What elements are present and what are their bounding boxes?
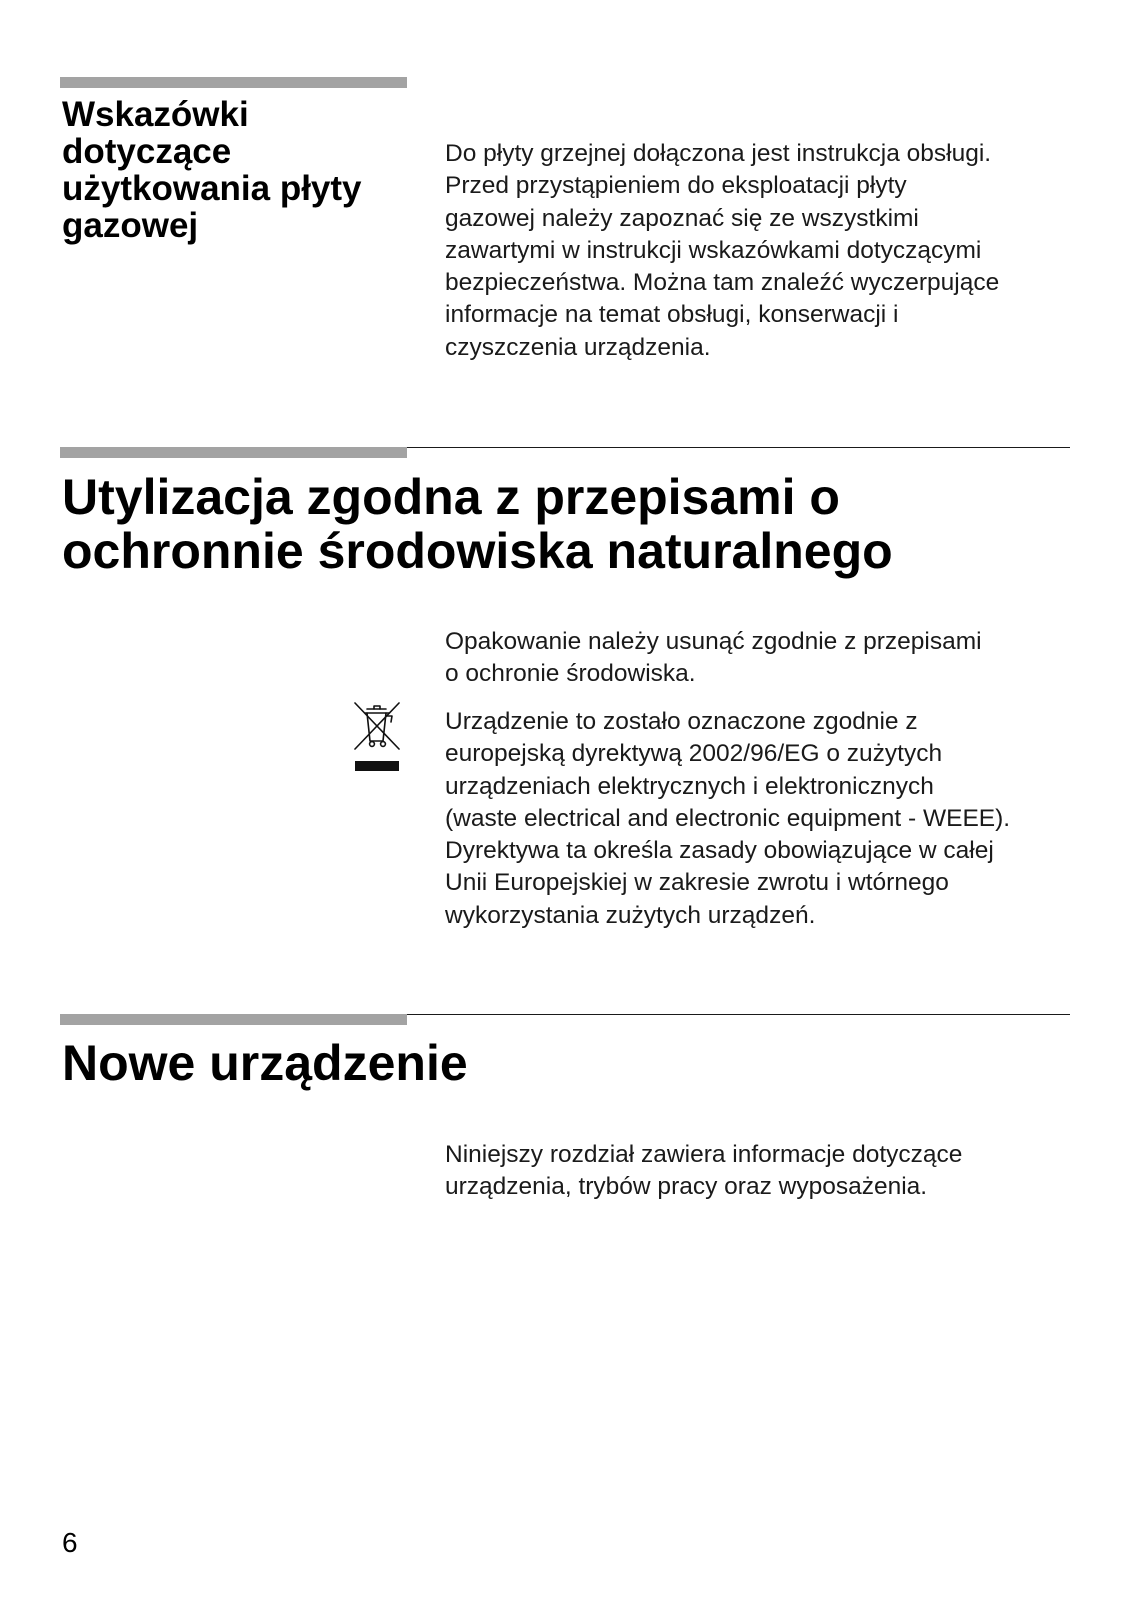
page-number: 6 [62, 1527, 78, 1558]
crossed-out-wheelie-bin-icon [352, 700, 402, 774]
new-appliance-section-body: Niniejszy rozdział zawiera informacje dotyczące urządzenia, trybów pracy oraz wyposażenia. [445, 1141, 963, 1201]
section-divider-bar [60, 447, 407, 458]
section-divider-rule [407, 1014, 1070, 1015]
new-appliance-section-title: Nowe urządzenie [62, 1035, 468, 1091]
section-divider-bar [60, 1014, 407, 1025]
section-divider-bar [60, 77, 407, 88]
weee-directive-text: Urządzenie to zostało oznaczone zgodnie z europejską dyrektywą 2002/96/EG o zużytych urządzeniach elektrycznych i elektronicznych (waste electrical and electronic equipment - WEEE). Dyrektywa ta określa zasady obowiązujące w całej Unii Europejskiej w zakresie zwrotu i wtórnego wykorzystania zużytych urządzeń. [445, 708, 1011, 929]
usage-section-heading: Wskazówki dotyczące użytkowania płyty gazowej [62, 95, 362, 245]
section-divider-rule [407, 447, 1070, 448]
packaging-disposal-text: Opakowanie należy usunąć zgodnie z przepisami o ochronie środowiska. [445, 628, 982, 688]
usage-section-body: Do płyty grzejnej dołączona jest instrukcja obsługi. Przed przystąpieniem do eksploatacji płyty gazowej należy zapoznać się ze wszystkimi zawartymi w instrukcji wskazówkami dotyczącymi bezpieczeństwa. Można tam znaleźć wyczerpujące informacje na temat obsługi, konserwacji i czyszczenia urządzenia. [445, 140, 1000, 361]
disposal-section-title: Utylizacja zgodna z przepisami o ochronnie środowiska naturalnego [62, 469, 893, 579]
